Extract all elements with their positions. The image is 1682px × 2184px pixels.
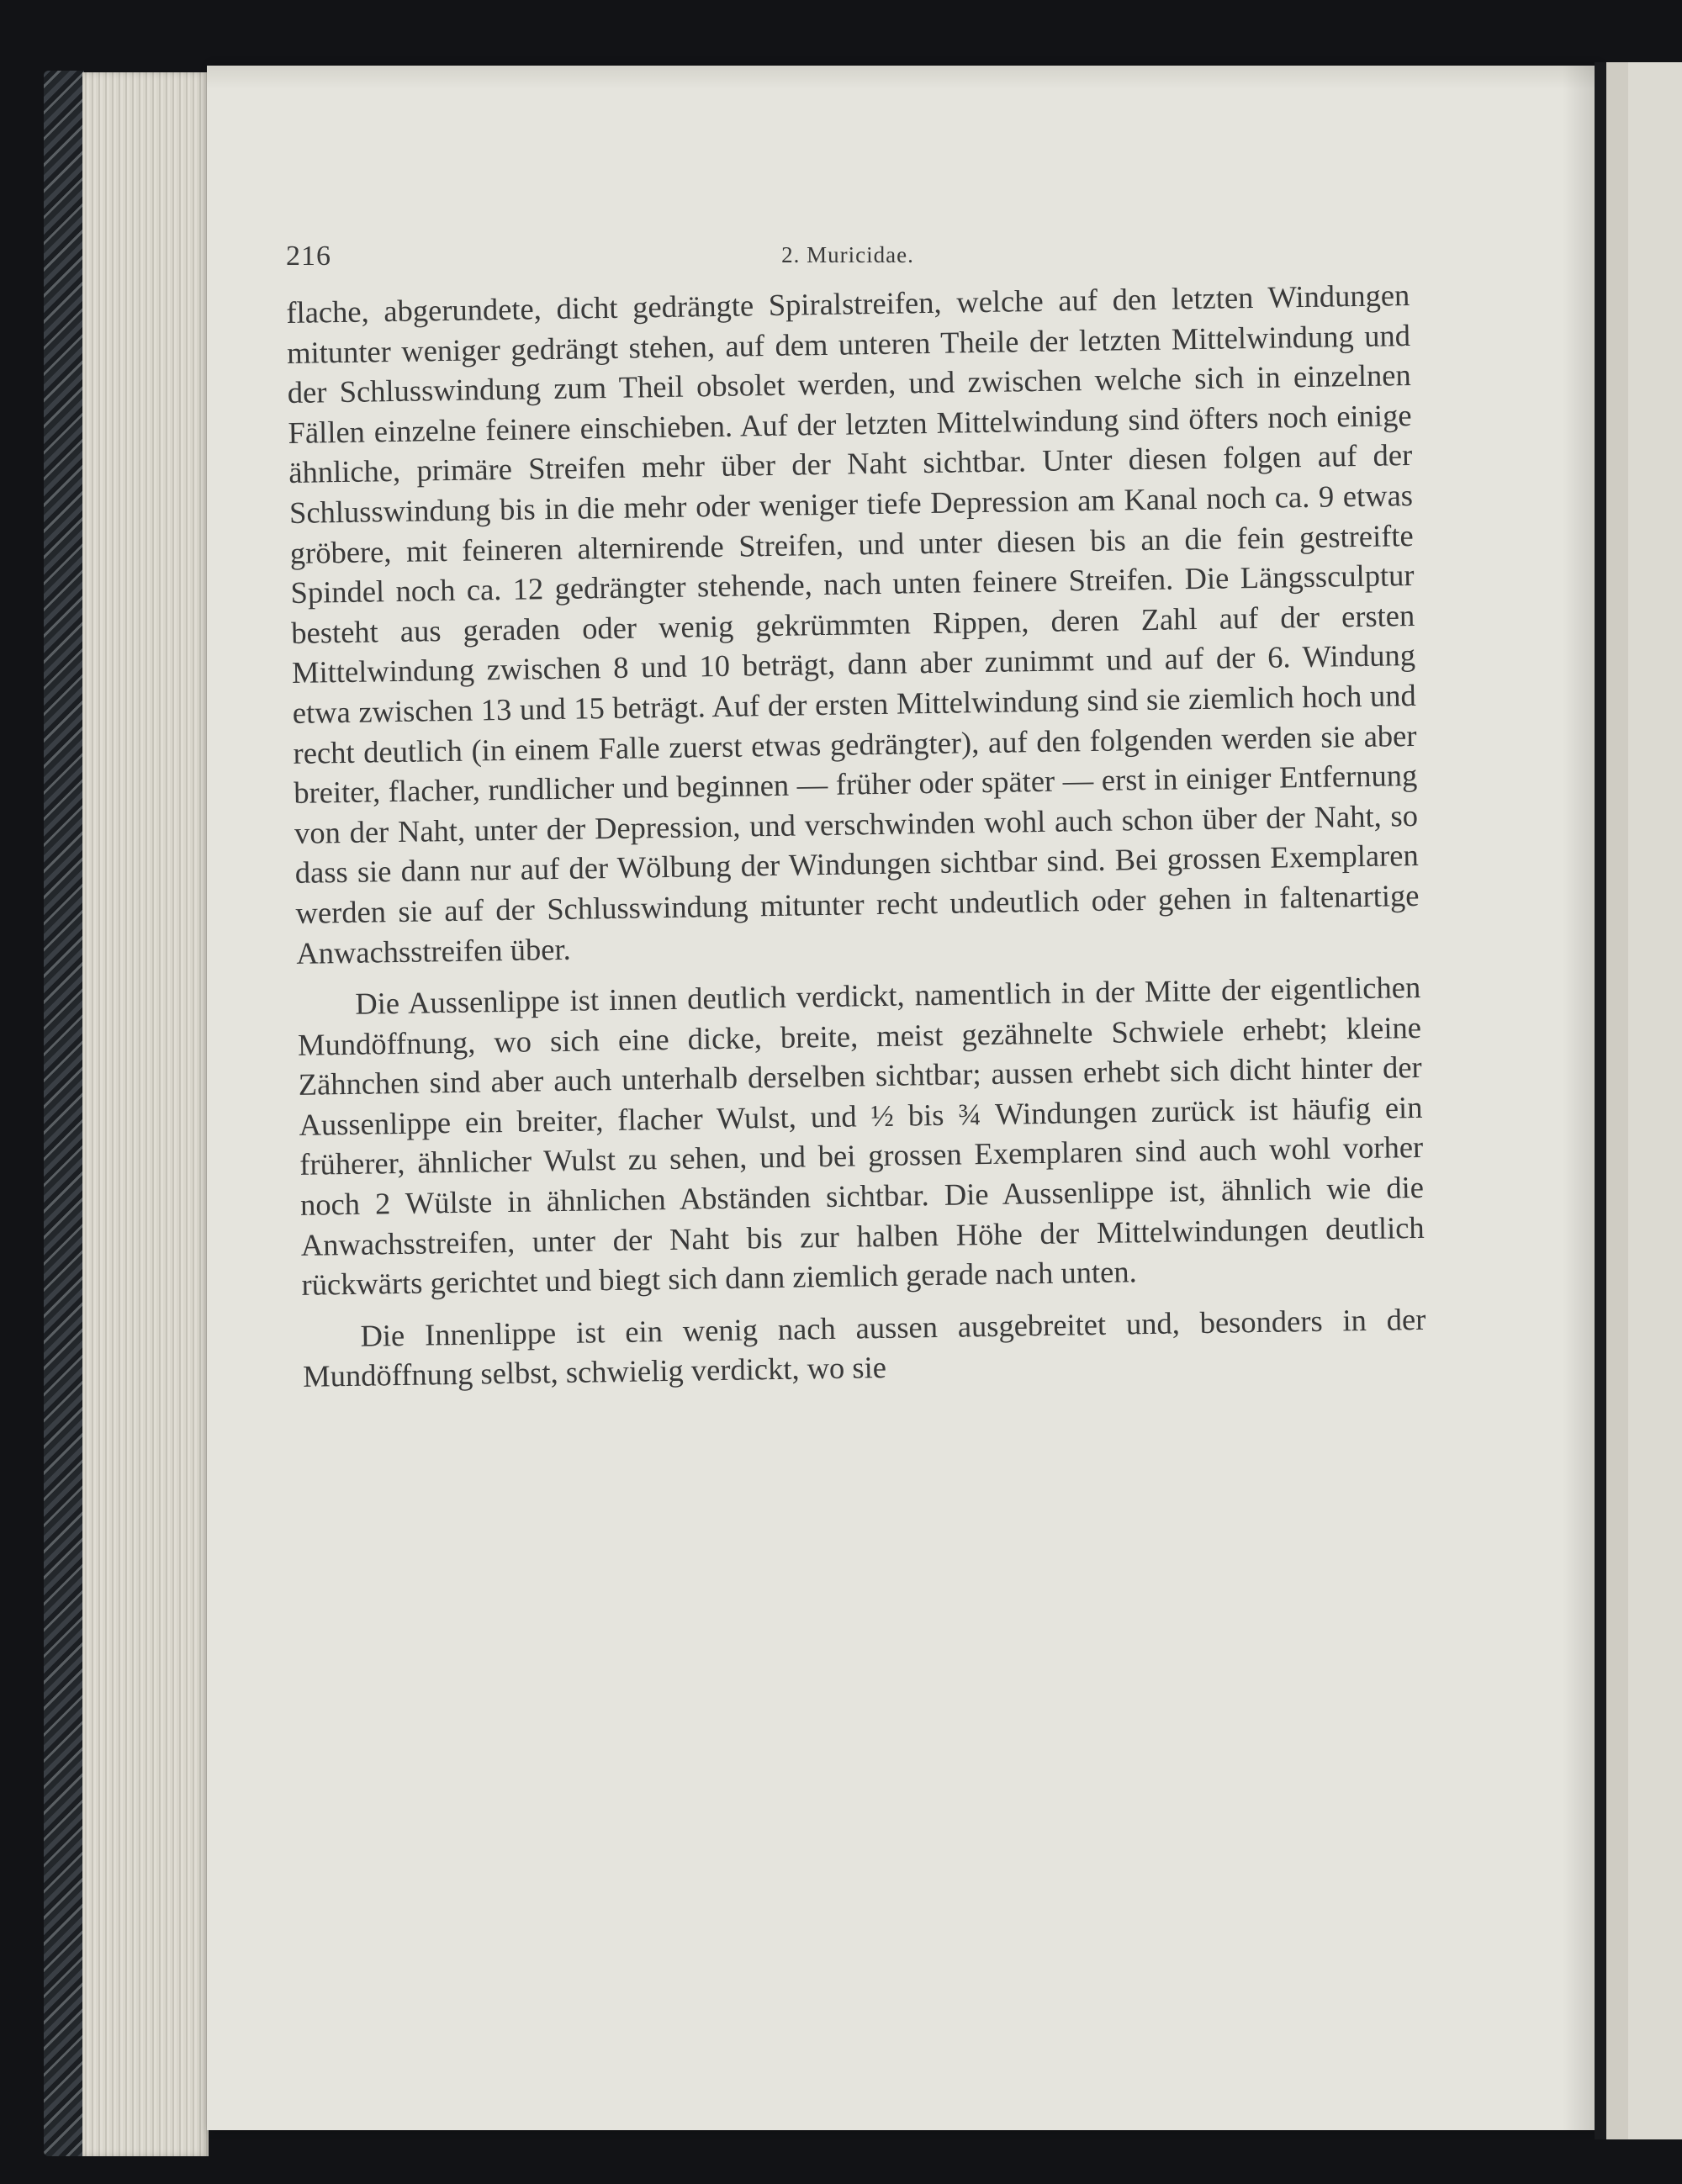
paragraph-aussenlippe: Die Aussenlippe ist innen deutlich verdickt, namentlich in der Mitte der eigentlichen Mundöffnung, wo sich eine dicke, breite, meist gezähnelte Schwiele erhebt; kleine Zähnchen sind aber auch unterhalb derselben sichtbar; aussen erhebt sich dicht hinter der Aussenlippe ein breiter, flacher Wulst, und ½ bis ¾ Windungen zurück ist häufig ein früherer, ähnlicher Wulst zu sehen, und bei grossen Exemplaren sind auch wohl vorher noch 2 Wülste in ähnlichen Abständen sichtbar. Die Aussenlippe ist, ähnlich wie die Anwachsstreifen, unter der Naht bis zur halben Höhe der Mittelwindungen deutlich rückwärts gerichtet und biegt sich dann ziemlich gerade nach unten. — [297, 970, 1425, 1303]
facing-page-edge — [1595, 62, 1682, 2139]
body-text — [286, 275, 1426, 1397]
page-stack-edge — [82, 72, 209, 2156]
paragraph-continuation: flache, abgerundete, dicht gedrängte Spiralstreifen, welche auf den letzten Windungen mitunter weniger gedrängt stehen, auf dem unteren Theile der letzten Mittelwindung und der Schlusswindung zum Theil obsolet werden, und zwischen welche sich in einzelnen Fällen einzelne feinere einschieben. Auf der letzten Mittelwindung sind öfters noch einige ähnliche, primäre Streifen mehr über der Naht sichtbar. Unter diesen folgen auf der Schlusswindung bis in die mehr oder weniger tiefe Depression am Kanal noch ca. 9 etwas gröbere, mit feineren alternirende Streifen, und unter diesen bis an die fein gestreifte Spindel noch ca. 12 gedrängter stehende, nach unten feinere Streifen. Die Längssculptur besteht aus geraden oder wenig gekrümmten Rippen, deren Zahl auf der ersten Mittelwindung zwischen 8 und 10 beträgt, dann aber zunimmt und auf der 6. Windung etwa zwischen 13 und 15 beträgt. Auf der ersten Mittelwindung sind sie ziemlich hoch und recht deutlich (in einem Falle zuerst etwas gedrängter), auf den folgenden werden sie aber breiter, flacher, rundlicher und beginnen — früher oder später — erst in einiger Entfernung von der Naht, unter der Depression, und verschwinden wohl auch schon über der Naht, so dass sie dann nur auf der Wölbung der Windungen sichtbar sind. Bei grossen Exemplaren werden sie auf der Schlusswindung mitunter recht undeutlich oder gehen in faltenartige Anwachsstreifen über. — [286, 278, 1420, 970]
paragraph-innenlippe: Die Innenlippe ist ein wenig nach aussen ausgebreitet und, besonders in der Mundöffnung selbst, schwielig verdickt, wo sie — [302, 1301, 1426, 1394]
page-number: 216 — [286, 241, 331, 272]
running-head: 2. Muricidae. — [781, 242, 914, 267]
book-binding-edge — [44, 71, 84, 2156]
page-header — [286, 241, 1410, 281]
gutter-shadow — [1595, 62, 1606, 2139]
